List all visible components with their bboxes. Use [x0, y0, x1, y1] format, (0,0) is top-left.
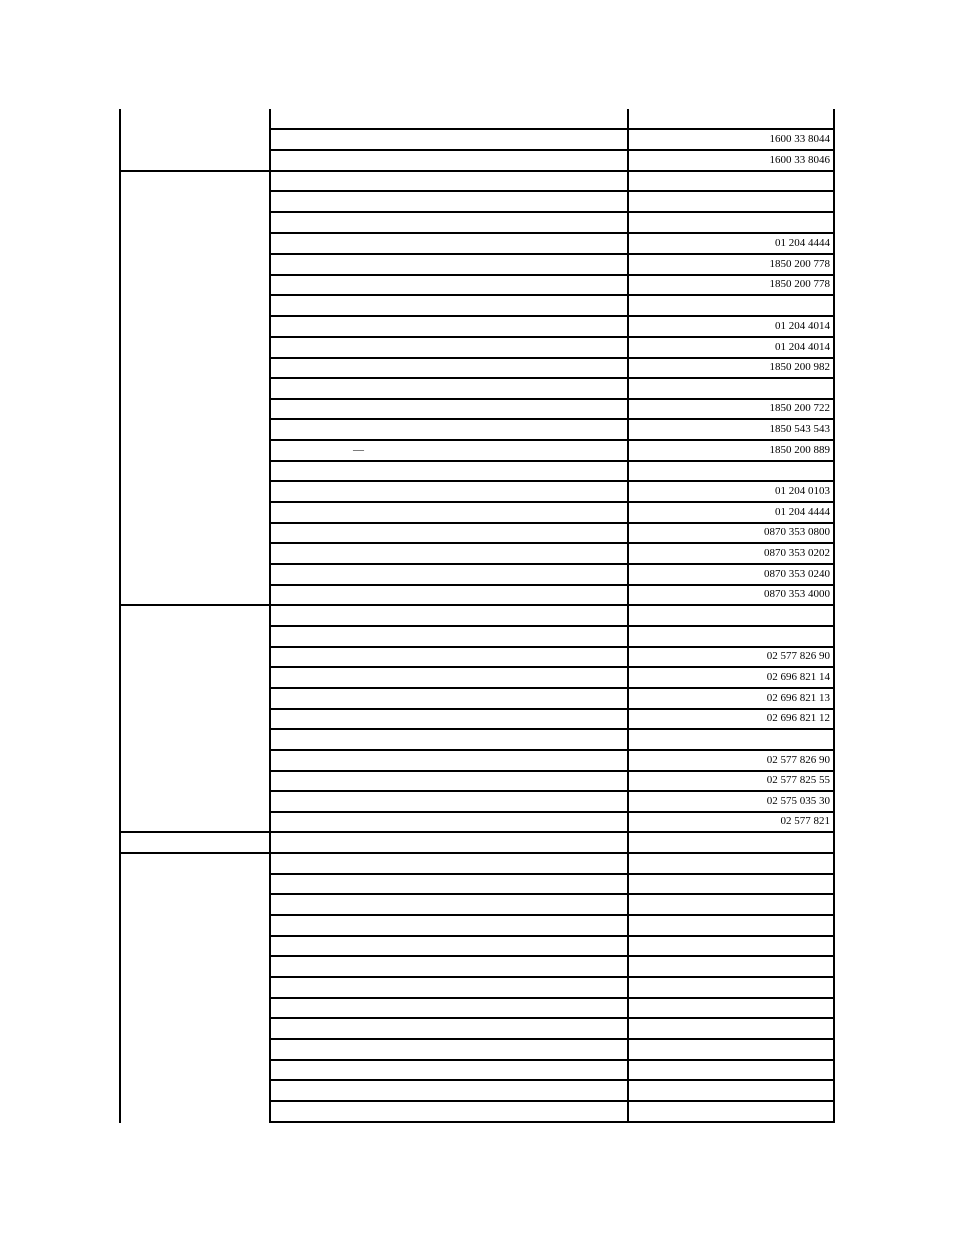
row-separator	[269, 149, 835, 151]
row-separator	[269, 501, 835, 503]
dash-mark: —	[353, 444, 364, 456]
row-separator	[269, 687, 835, 689]
phone-number: 02 577 825 55	[766, 774, 830, 786]
phone-number: 1850 543 543	[769, 423, 830, 435]
row-separator	[269, 997, 835, 999]
row-separator	[269, 274, 835, 276]
left-border	[119, 109, 121, 1123]
row-separator	[269, 253, 835, 255]
phone-number: 02 696 821 13	[766, 692, 830, 704]
phone-number: 02 696 821 12	[766, 712, 830, 724]
phone-number: 02 577 821	[780, 815, 830, 827]
group-separator	[119, 604, 835, 606]
phone-number: 02 575 035 30	[766, 795, 830, 807]
phone-number: 01 204 0103	[775, 485, 830, 497]
row-separator	[269, 790, 835, 792]
row-separator	[269, 955, 835, 957]
row-separator	[269, 1038, 835, 1040]
row-separator	[269, 563, 835, 565]
phone-number: 0870 353 0202	[764, 547, 830, 559]
row-separator	[269, 377, 835, 379]
phone-number: 1850 200 982	[769, 361, 830, 373]
phone-number: 1600 33 8044	[769, 133, 830, 145]
group-separator	[119, 831, 835, 833]
row-separator	[269, 584, 835, 586]
group-column-divider	[269, 109, 271, 1123]
row-separator	[269, 542, 835, 544]
row-separator	[269, 625, 835, 627]
group-separator	[119, 852, 835, 854]
phone-number: 02 696 821 14	[766, 671, 830, 683]
row-separator	[269, 976, 835, 978]
phone-number: 1850 200 778	[769, 258, 830, 270]
service-column-divider	[627, 109, 629, 1123]
row-separator	[269, 1100, 835, 1102]
row-separator	[269, 914, 835, 916]
group-separator	[119, 170, 835, 172]
phone-number: 02 577 826 90	[766, 650, 830, 662]
row-separator	[269, 873, 835, 875]
row-separator	[269, 232, 835, 234]
phone-number: 0870 353 0240	[764, 568, 830, 580]
row-separator	[269, 336, 835, 338]
right-border	[833, 109, 835, 1123]
row-separator	[269, 646, 835, 648]
phone-number: 01 204 4014	[775, 320, 830, 332]
row-separator	[269, 1079, 835, 1081]
row-separator	[269, 418, 835, 420]
row-separator	[269, 398, 835, 400]
row-separator	[269, 357, 835, 359]
phone-number: 02 577 826 90	[766, 754, 830, 766]
phone-number: 0870 353 0800	[764, 526, 830, 538]
phone-number: 1850 200 722	[769, 402, 830, 414]
row-separator	[269, 708, 835, 710]
row-separator	[269, 128, 835, 130]
phone-number: 1850 200 778	[769, 278, 830, 290]
row-separator	[269, 522, 835, 524]
row-separator	[269, 666, 835, 668]
phone-number: 1600 33 8046	[769, 154, 830, 166]
row-separator	[269, 460, 835, 462]
row-separator	[269, 1059, 835, 1061]
row-separator	[269, 1017, 835, 1019]
row-separator	[269, 893, 835, 895]
row-separator	[269, 811, 835, 813]
row-separator	[269, 480, 835, 482]
row-separator	[269, 315, 835, 317]
phone-number: 01 204 4014	[775, 341, 830, 353]
phone-number: 1850 200 889	[769, 444, 830, 456]
row-separator	[269, 1121, 835, 1123]
row-separator	[269, 211, 835, 213]
row-separator	[269, 190, 835, 192]
row-separator	[269, 770, 835, 772]
phone-number: 0870 353 4000	[764, 588, 830, 600]
row-separator	[269, 749, 835, 751]
row-separator	[269, 728, 835, 730]
row-separator	[269, 935, 835, 937]
phone-number: 01 204 4444	[775, 237, 830, 249]
row-separator	[269, 439, 835, 441]
row-separator	[269, 294, 835, 296]
phone-number: 01 204 4444	[775, 506, 830, 518]
